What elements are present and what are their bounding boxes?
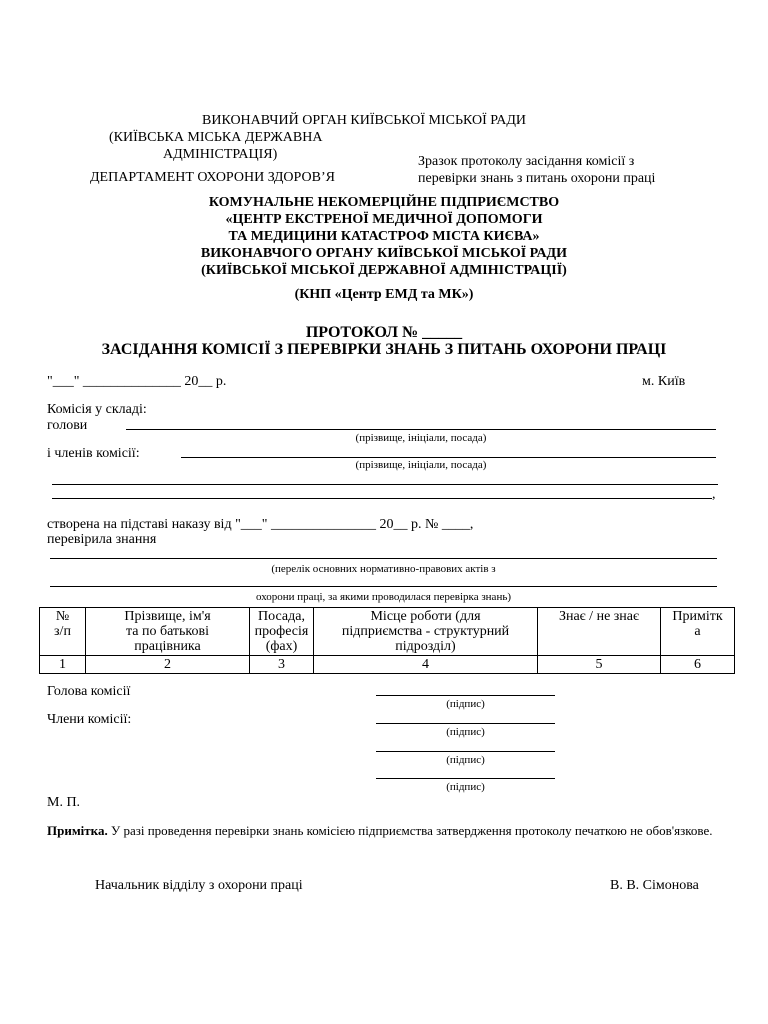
table-cell: 4 — [314, 656, 538, 674]
member-signature-hint-1: (підпис) — [446, 726, 485, 738]
header-note: Примітк а — [661, 608, 735, 656]
exam-results-table — [39, 607, 735, 674]
department: ДЕПАРТАМЕНТ ОХОРОНИ ЗДОРОВ’Я — [90, 170, 335, 185]
header-number: № з/п — [40, 608, 86, 656]
header-workplace: Місце роботи (для підприємства - структурний підрозділ) — [314, 608, 538, 656]
commission-head-label: голови — [47, 418, 88, 433]
footer-position: Начальник відділу з охорони праці — [95, 878, 303, 893]
sample-line-1: Зразок протоколу засідання комісії з — [418, 154, 635, 169]
protocol-title: ПРОТОКОЛ № _____ — [305, 324, 463, 341]
head-signature-label: Голова комісії — [47, 684, 131, 699]
city: м. Київ — [642, 374, 686, 389]
commission-composition: Комісія у складі: — [47, 402, 147, 417]
org-short-name: (КНП «Центр ЕМД та МК») — [294, 287, 474, 302]
member-signature-line-1 — [376, 723, 555, 724]
members-extra-line-2 — [52, 498, 712, 499]
org-line-3: ТА МЕДИЦИНИ КАТАСТРОФ МІСТА КИЄВА» — [228, 229, 540, 244]
commission-members-label: і членів комісії: — [47, 446, 140, 461]
member-signature-hint-3: (підпис) — [446, 781, 485, 793]
table-number-row — [40, 656, 735, 674]
order-basis: створена на підставі наказу від "___" _______________ 20__ р. № ____, — [47, 517, 474, 532]
acts-hint-2: охорони праці, за якими проводилася перевірка знань) — [255, 591, 512, 603]
members-name-hint: (прізвище, ініціали, посада) — [355, 459, 487, 471]
head-signature-hint: (підпис) — [446, 698, 485, 710]
table-cell: 5 — [538, 656, 661, 674]
org-line-2: «ЦЕНТР ЕКСТРЕНОЇ МЕДИЧНОЇ ДОПОМОГИ — [225, 212, 543, 227]
table-header-row — [40, 608, 735, 656]
table-cell: 1 — [40, 656, 86, 674]
members-signature-label: Члени комісії: — [47, 712, 132, 727]
header-full-name: Прізвище, ім'я та по батькові працівника — [86, 608, 250, 656]
kmda-line-2: АДМІНІСТРАЦІЯ) — [163, 147, 278, 162]
member-signature-line-2 — [376, 751, 555, 752]
table-cell: 2 — [86, 656, 250, 674]
member-signature-line-3 — [376, 778, 555, 779]
stamp-place: М. П. — [47, 795, 81, 810]
members-comma: , — [712, 487, 716, 502]
protocol-subject: ЗАСІДАННЯ КОМІСІЇ З ПЕРЕВІРКИ ЗНАНЬ З ПИТАНЬ ОХОРОНИ ПРАЦІ — [101, 341, 667, 358]
head-name-line — [126, 429, 716, 430]
acts-line-1 — [50, 558, 717, 559]
date-line: "___" ______________ 20__ р. — [47, 374, 227, 389]
head-name-hint: (прізвище, ініціали, посада) — [355, 432, 487, 444]
member-signature-hint-2: (підпис) — [446, 754, 485, 766]
members-name-line — [181, 457, 716, 458]
header-knows: Знає / не знає — [538, 608, 661, 656]
note-paragraph — [47, 822, 721, 839]
kmda-line-1: (КИЇВСЬКА МІСЬКА ДЕРЖАВНА — [109, 130, 323, 145]
knowledge-checked: перевірила знання — [47, 532, 157, 547]
table-cell: 3 — [250, 656, 314, 674]
acts-hint-1: (перелік основних нормативно-правових актів з — [271, 563, 496, 575]
note-label: Примітка. — [47, 823, 108, 838]
members-extra-line-1 — [52, 484, 718, 485]
org-line-1: КОМУНАЛЬНЕ НЕКОМЕРЦІЙНЕ ПІДПРИЄМСТВО — [208, 195, 560, 210]
org-line-5: (КИЇВСЬКОЇ МІСЬКОЇ ДЕРЖАВНОЇ АДМІНІСТРАЦІЇ) — [201, 263, 567, 278]
sample-line-2: перевірки знань з питань охорони праці — [418, 171, 656, 186]
head-signature-line — [376, 695, 555, 696]
header-position: Посада, професія (фах) — [250, 608, 314, 656]
acts-line-2 — [50, 586, 717, 587]
note-text: У разі проведення перевірки знань комісією підприємства затвердження протоколу печаткою не обов'язкове. — [107, 823, 713, 838]
table-cell: 6 — [661, 656, 735, 674]
footer-name: В. В. Сімонова — [610, 878, 699, 893]
org-line-4: ВИКОНАВЧОГО ОРГАНУ КИЇВСЬКОЇ МІСЬКОЇ РАДИ — [200, 246, 568, 261]
executive-body: ВИКОНАВЧИЙ ОРГАН КИЇВСЬКОЇ МІСЬКОЇ РАДИ — [202, 113, 527, 128]
